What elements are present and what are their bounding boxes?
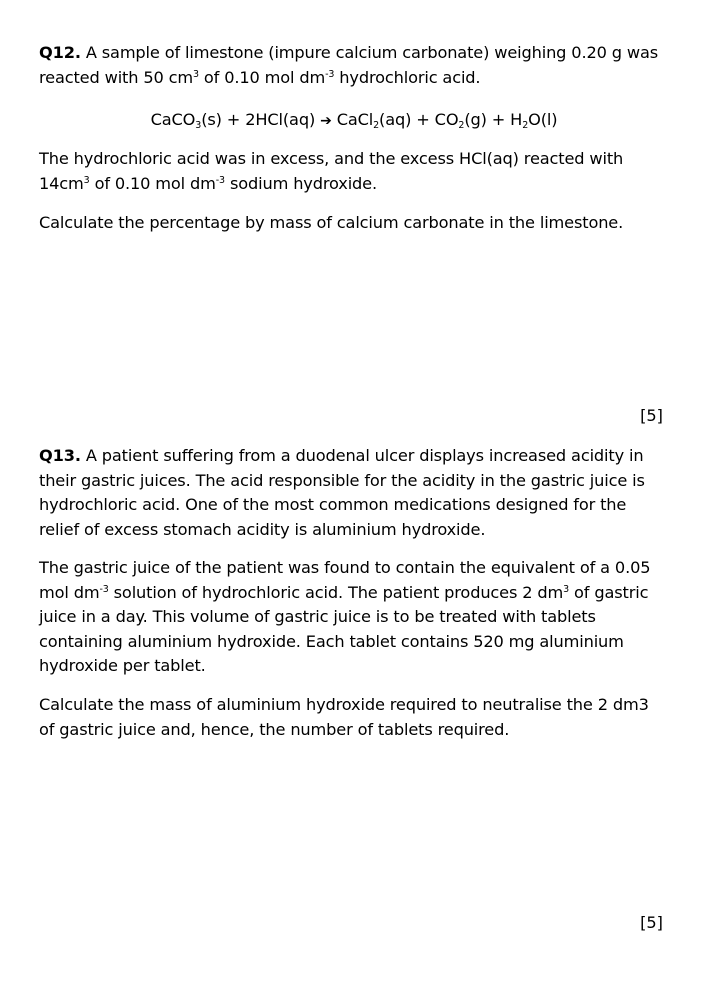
q13-gastric-text — [39, 556, 669, 679]
q12-p1-text-a: A sample of limestone (impure calcium carbonate) weighing 0.20 g was reacted with 50 cm — [39, 43, 658, 87]
q13-p1-text: A patient suffering from a duodenal ulcer displays increased acidity in their gastric juices. The acid responsible for the acidity in the gastric juice is hydrochloric acid. One of the most common medications designed for the relief of excess stomach acidity is aluminium hydroxide. — [39, 446, 645, 539]
q12-excess-text — [39, 147, 669, 196]
q12-p2-sup2: -3 — [215, 174, 225, 186]
eq-sub-4: 2 — [522, 120, 529, 131]
q13-p2-text-a: The gastric juice of the patient was found to contain the equivalent of a 0.05 mol dm — [39, 558, 651, 602]
eq-product-1: CaCl — [331, 110, 374, 129]
q12-number: Q12. — [39, 43, 81, 62]
q12-intro-text — [39, 41, 669, 90]
q13-p2-text-c: of gastric juice in a day. This volume of gastric juice is to be treated with tablets containing aluminium hydroxide. Each tablet contains 520 mg aluminium hydroxide per tablet. — [39, 582, 649, 675]
q13-p2-sup2: 3 — [563, 583, 570, 595]
q13-p2-sup1: -3 — [99, 583, 109, 595]
q13-number: Q13. — [39, 446, 81, 465]
reaction-arrow-icon: ➔ — [320, 113, 332, 129]
eq-reactant-1: CaCO — [150, 110, 196, 129]
q12-p1-sup1: 3 — [193, 68, 199, 80]
eq-product-3: (g) + H — [464, 110, 523, 129]
q12-p1-sup2: -3 — [325, 68, 335, 80]
q13-marks: [5] — [640, 913, 663, 932]
eq-product-2: (aq) + CO — [379, 110, 459, 129]
q12-p2-text-c: sodium hydroxide. — [224, 173, 377, 193]
q12-p2-text-a: The hydrochloric acid was in excess, and the excess HCl(aq) reacted with 14cm — [39, 149, 624, 193]
q12-p2-sup1: 3 — [83, 174, 90, 186]
q13-intro-text — [39, 444, 669, 542]
q12-marks: [5] — [640, 406, 663, 425]
eq-sub-3: 2 — [458, 120, 465, 131]
q12-p1-text-c: hydrochloric acid. — [334, 67, 481, 87]
eq-sub-1: 3 — [195, 120, 202, 131]
q12-p2-text-b: of 0.10 mol dm — [89, 173, 216, 193]
eq-product-4: O(l) — [528, 110, 558, 129]
chemical-equation — [39, 108, 669, 134]
q13-p2-text-b: solution of hydrochloric acid. The patient produces 2 dm — [108, 582, 564, 602]
q12-p1-text-b: of 0.10 mol dm — [198, 67, 326, 87]
q13-instruction: Calculate the mass of aluminium hydroxide required to neutralise the 2 dm3 of gastric juice and, hence, the number of tablets required. — [39, 695, 649, 739]
eq-sub-2: 2 — [373, 120, 380, 131]
q12-instruction: Calculate the percentage by mass of calcium carbonate in the limestone. — [39, 213, 624, 232]
eq-reactant-states: (s) + 2HCl(aq) — [201, 110, 321, 129]
